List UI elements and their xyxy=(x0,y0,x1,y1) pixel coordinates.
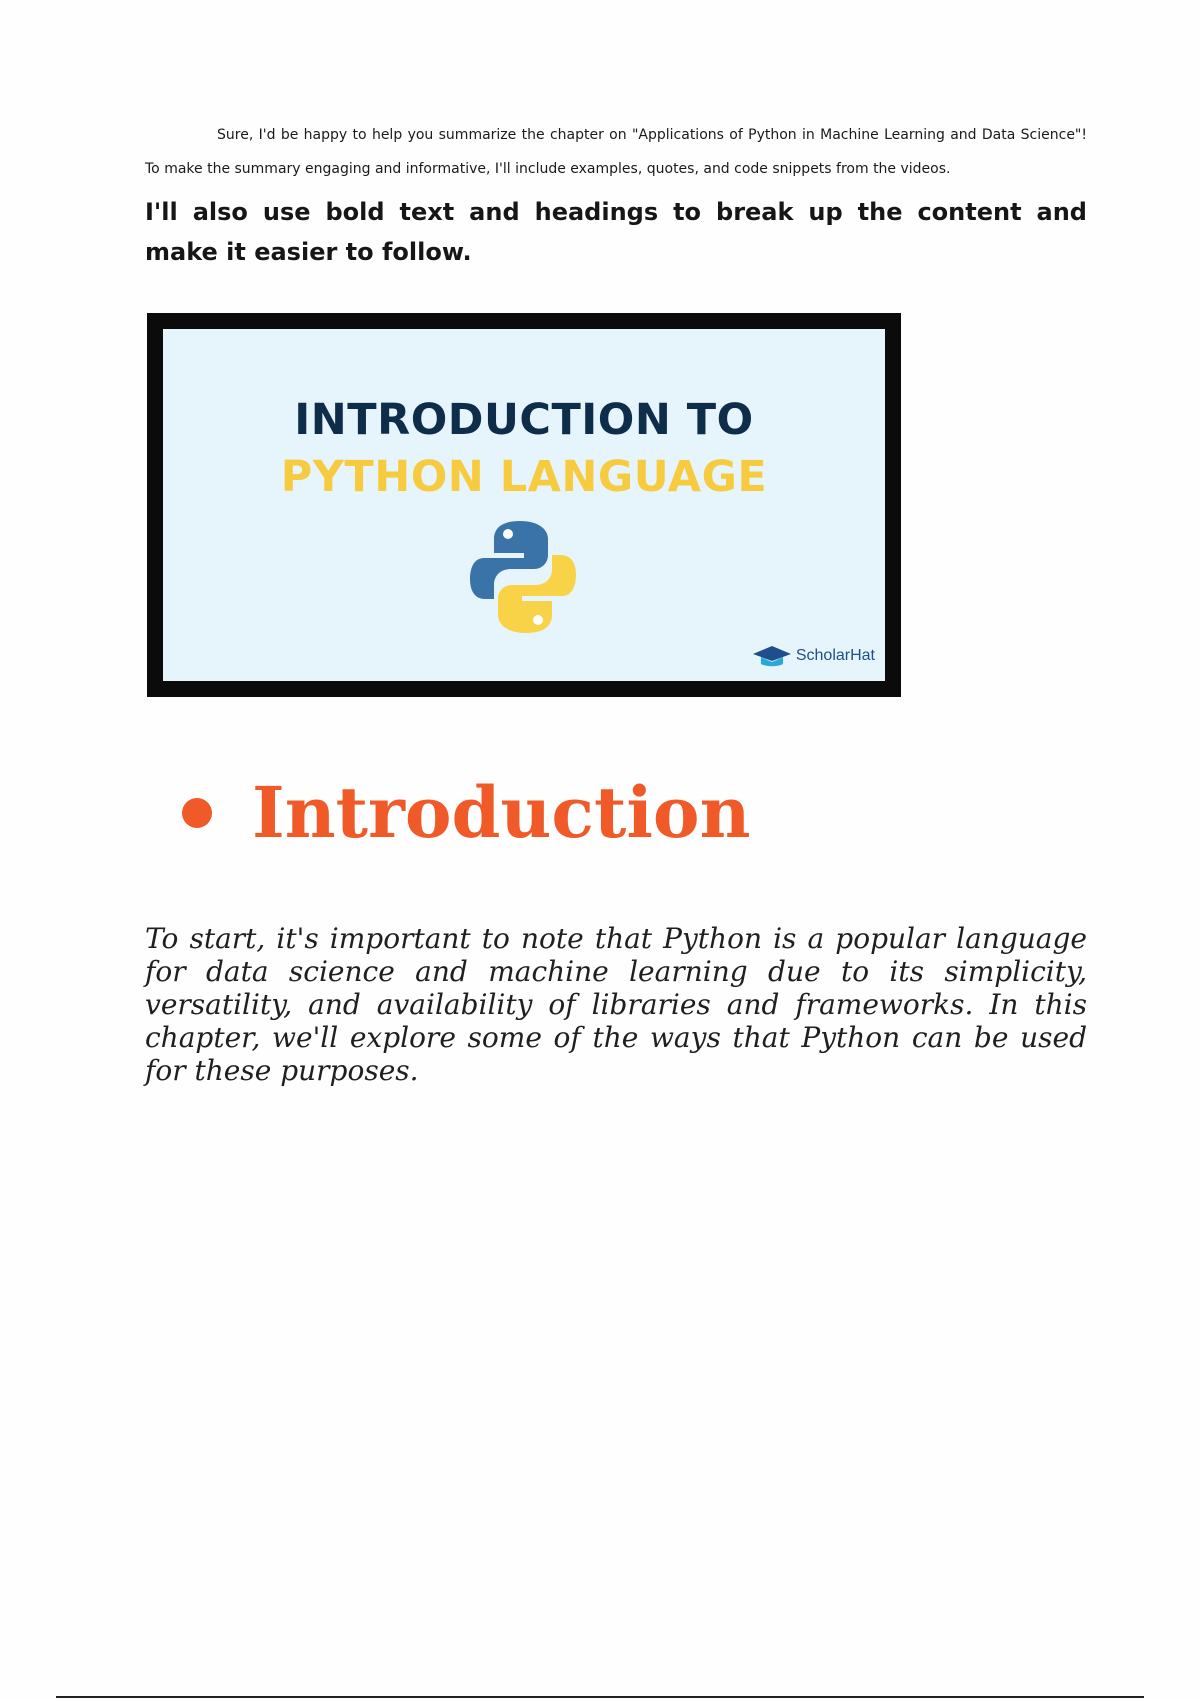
section-heading-row xyxy=(182,768,751,858)
footer-divider xyxy=(56,1696,1144,1698)
scholarhat-logo xyxy=(752,645,875,667)
banner-image-frame xyxy=(147,313,901,697)
banner-image xyxy=(163,329,885,681)
banner-title-line1: INTRODUCTION TO xyxy=(294,395,754,445)
section-body-paragraph: To start, it's important to note that Python is a popular language for data science and machine learning due to its simplicity, versatility, and availability of libraries and frameworks. In this chapter, we'll explore some of the ways that Python can be used for these purposes. xyxy=(145,922,1087,1087)
bullet-icon xyxy=(182,798,212,828)
banner-title-line2: PYTHON LANGUAGE xyxy=(280,452,768,502)
intro-paragraph-small: Sure, I'd be happy to help you summarize the chapter on "Applications of Python in Machine Learning and Data Science"! To make the summary engaging and informative, I'll include examples, quotes, and code snippets from the videos. xyxy=(145,127,1087,177)
python-logo-icon xyxy=(468,517,578,637)
scholarhat-brand-text: ScholarHat xyxy=(795,647,875,664)
section-heading: Introduction xyxy=(252,771,751,854)
intro-paragraph-bold: I'll also use bold text and headings to break up the content and make it easier to follow. xyxy=(145,198,1087,266)
graduation-cap-icon xyxy=(752,645,792,667)
